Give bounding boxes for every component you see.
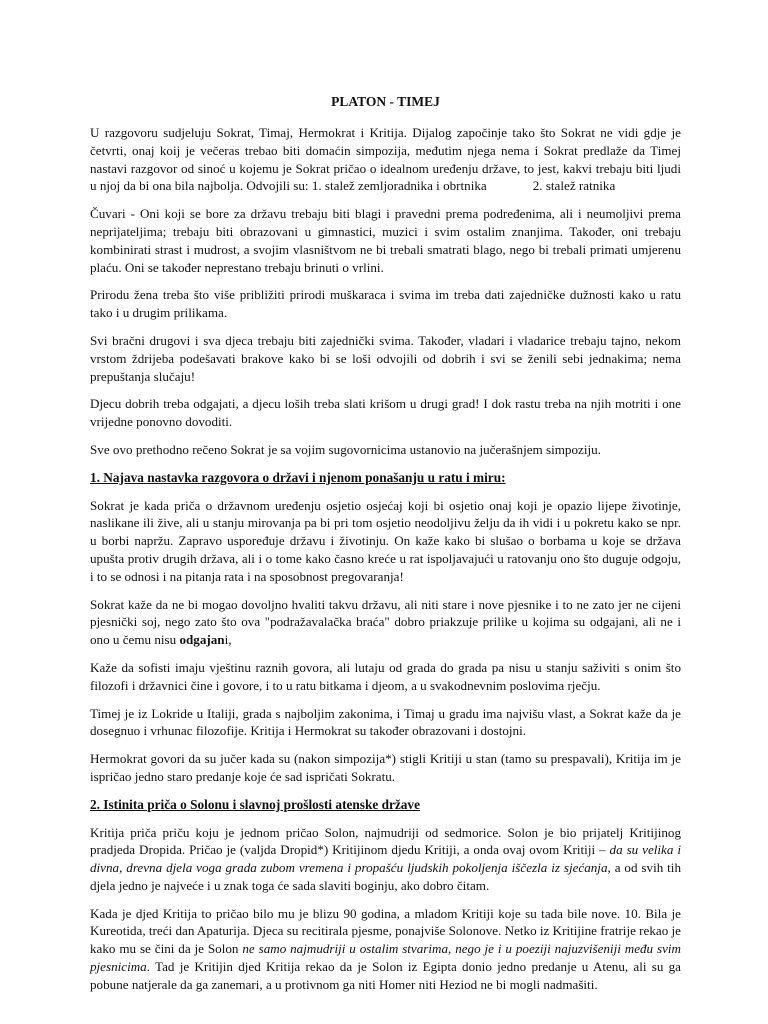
paragraph-sokrat-1: Sokrat je kada priča o državnom uređenju osjetio osjećaj koji bi osjetio onaj koji je opazio lijepe životinje, naslikane ili žive, ali u stanju mirovanja pa bi pri tom osjetio neodoljivu želju da ih vidi i u pokretu kako se npr. u borbi napržu. Zapravo uspoređuje državu i životinju. On kaže kako bi slušao o borbama u koje se država upušta protiv drugih država, ali i o tome kako časno kreće u rat ispoljavajući u ratovanju ono što duguje odgoju, i to se odnosi i na pitanja rata i na sposobnost pregovaranja!: [90, 497, 681, 584]
paragraph-cuvari: Čuvari - Oni koji se bore za državu trebaju biti blagi i pravedni prema podređenima, ali i neumoljivi prema neprijateljima; trebaju biti obrazovani u gimnastici, muzici i svim ostalim znanjima. Također, oni trebaju kombinirati strast i mudrost, a svojim vlasništvom ne bi trebali smatrati blago, nego bi trebali primati umjerenu plaću. Oni se također neprestano trebaju brinuti o vrlini.: [90, 206, 681, 275]
paragraph-sokrat-2: [90, 596, 681, 649]
intro-text: U razgovoru sudjeluju Sokrat, Timaj, Hermokrat i Kritija. Dijalog započinje tako što Sokrat ne vidi gdje je četvrti, onaj koij je večeras trebao biti domaćin simpozija, međutim njega nema i Sokrat predlaže da Timej nastavi razgovor od sinoć u kojemu je Sokrat pričao o idealnom uređenju države, to jest, kakvi trebaju biti ljudi u njoj da bi ona bila najbolja. Odvojili su: 1. stalež zemljoradnika i obrtnika: [90, 125, 681, 194]
sokrat-2-text: Sokrat kaže da ne bi mogao dovoljno hvaliti takvu državu, ali niti stare i nove pjesnike i to ne zato jer ne cijeni pjesnički soj, nego zato što ova "podražavalačka braća" dobro priakzuje prilike u kojima su odgajani, ali ne i ono u čemu nisu: [90, 596, 681, 648]
section-heading-2: 2. Istinita priča o Solonu i slavnoj prošlosti atenske države: [90, 796, 420, 812]
paragraph-sofisti: Kaže da sofisti imaju vještinu raznih govora, ali lutaju od grada do grada pa nisu u stanju saživiti s onim što filozofi i državnici čine i govore, i to u ratu bitkama i djeom, a u svakodnevnim poslovima rječju.: [90, 659, 681, 693]
paragraph-timej: Timej je iz Lokride u Italiji, grada s najboljim zakonima, i Timaj u gradu ima najvišu vlast, a Sokrat kaže da je dosegnuo i vrhunac filozofije. Kritija i Hermokrat su također obrazovani i dostojni.: [90, 705, 681, 739]
kritija-2-a: Kada je djed Kritija to pričao bilo mu je blizu 90 godina, a mladom Kritiji koje su tada bile nove. 10. Bila je Kureotida, treći dan Apaturija. Djeca su recitirala pjesme, ponajviše Solonove. Netko iz Kritijine fratrije rekao je kako mu se čini da je Solon: [90, 905, 681, 957]
document-title: PLATON - TIMEJ: [331, 94, 440, 109]
kritija-2-b: . Tad je Kritijin djed Kritija rekao da je Solon iz Egipta donio jedno predanje u Atenu, ali su ga pobune natjerale da ga zanemari, a u protivnom ga niti Homer niti Heziod ne bi mogli nadmašiti.: [90, 959, 681, 992]
kritija-1-a: Kritija priča priču koju je jednom pričao Solon, najmudriji od sedmorice. Solon je bio prijatelj Kritijinog pradjeda Dropida. Pričao je (valjda Dropid*) Kritijinom djedu Kritiji, a onda ovaj ovom Kritiji –: [90, 824, 681, 858]
intro-tail: 2. stalež ratnika: [532, 178, 616, 194]
kritija-2-italic: ne samo najmudriji u ostalim stvarima, nego je i u poeziji najuzvišeniji među svim pjesnicima: [90, 941, 681, 975]
paragraph-sve: Sve ovo prethodno rečeno Sokrat je sa vojim sugovornicima ustanovio na jučerašnjem simpoziju.: [90, 441, 601, 457]
paragraph-djeca: Djecu dobrih treba odgajati, a djecu loših treba slati krišom u drugi grad! I dok rastu treba na njih motriti i one vrijedne ponovno dovoditi.: [90, 396, 681, 430]
sokrat-2-bold: odgajan: [179, 632, 225, 648]
sokrat-2-end: i,: [224, 632, 232, 648]
intro-paragraph: [90, 124, 681, 195]
section-heading-1: 1. Najava nastavka razgovora o državi i njenom ponašanju u ratu i miru:: [90, 469, 506, 485]
paragraph-hermokrat: Hermokrat govori da su jučer kada su (nakon simpozija*) stigli Kritiji u stan (tamo su prespavali), Kritija im je ispričao jedno staro predanje koje će sad ispričati Sokratu.: [90, 751, 681, 784]
kritija-1-b: , a od svih tih djela jedno je najveće i u znak toga će sada slaviti boginju, ako dobro čitam.: [90, 860, 681, 893]
kritija-1-italic: da su velika i divna, drevna djela voga grada zubom vremena i propašću ljudskih pokoljenja iščezla iz sjećanja: [90, 842, 681, 876]
paragraph-kritija-1: [90, 824, 681, 895]
paragraph-zene: Prirodu žena treba što više približiti prirodi muškaraca i svima im treba dati zajedničke dužnosti kako u ratu tako i u drugim prilikama.: [90, 287, 681, 321]
paragraph-brak: Svi bračni drugovi i sva djeca trebaju biti zajednički svima. Također, vladari i vladarice trebaju tajno, nekom vrstom ždrijeba podešavati brakove kako bi se loši odvojili od dobrih i svi se ženili sebi jednakima; nema prepuštanja slučaju!: [90, 332, 681, 384]
paragraph-kritija-2: [90, 905, 681, 994]
